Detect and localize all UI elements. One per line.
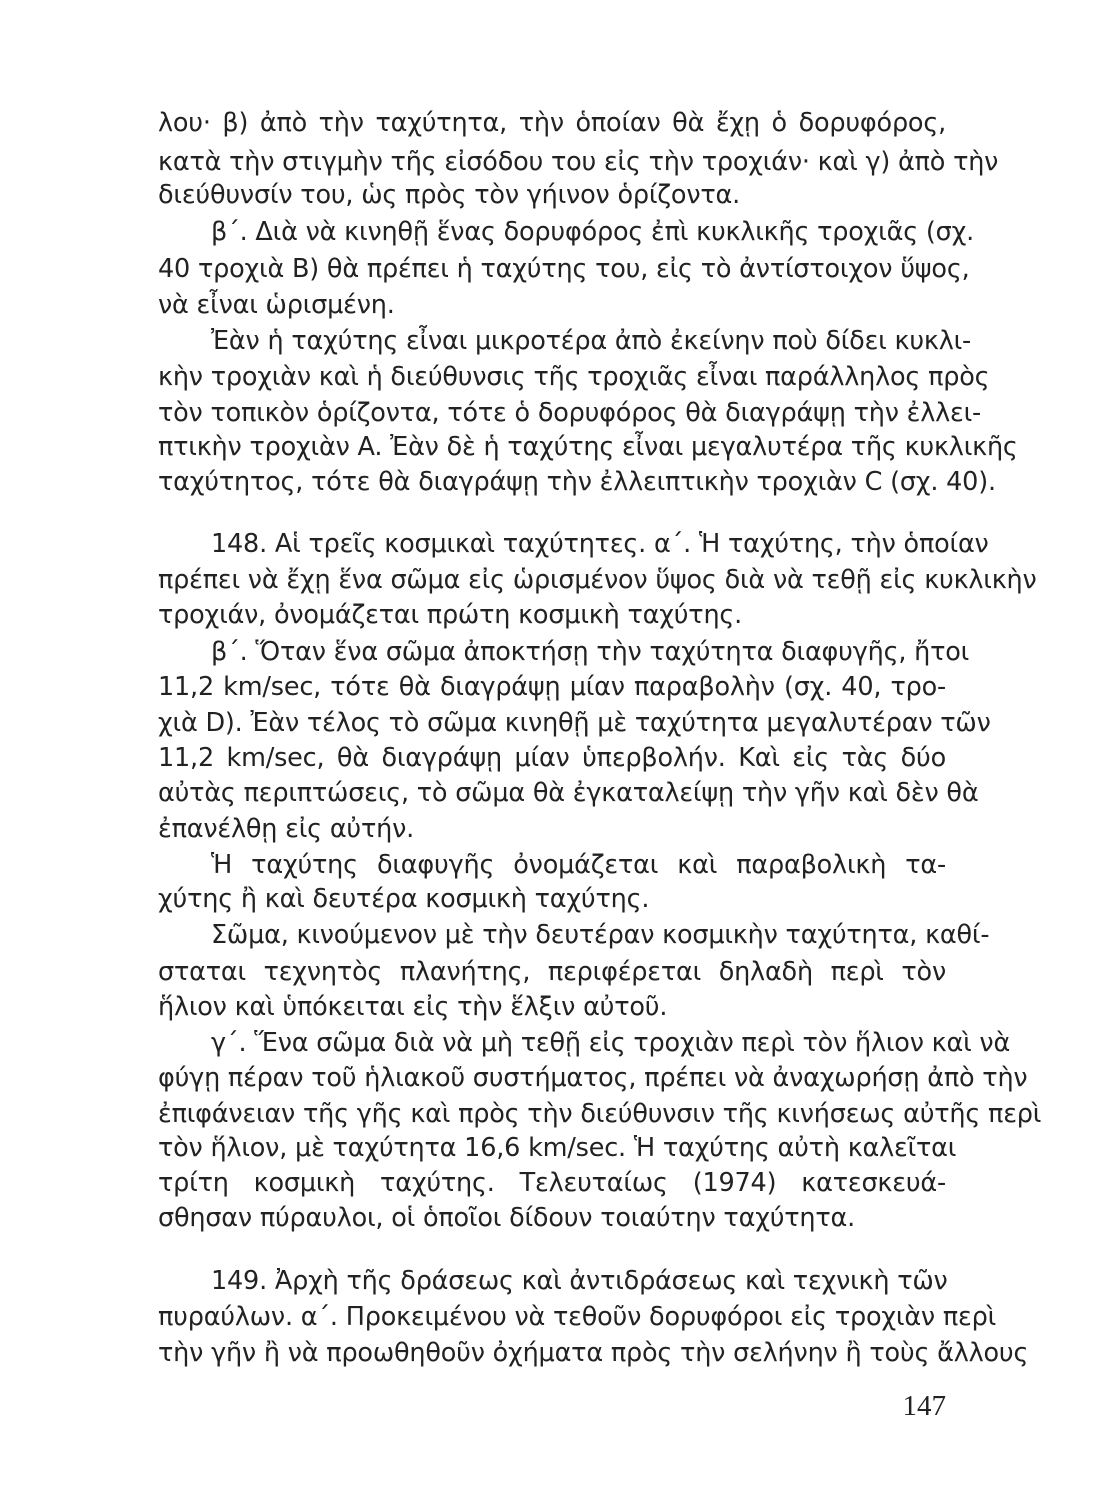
text-line: αὐτὰς περιπτώσεις, τὸ σῶμα θὰ ἐγκαταλείψῃ τὴν γῆν καὶ δὲν θὰ	[158, 778, 979, 808]
text-line: τροχιάν, ὀνομάζεται πρώτη κοσμικὴ ταχύτης.	[158, 600, 743, 630]
text-line: τὸν ἥλιον, μὲ ταχύτητα 16,6 km/sec. Ἡ ταχύτης αὐτὴ καλεῖται	[158, 1133, 957, 1163]
text-line: φύγῃ πέραν τοῦ ἡλιακοῦ συστήματος, πρέπει νὰ ἀναχωρήσῃ ἀπὸ τὴν	[158, 1063, 1028, 1093]
text-line: ἐπιφάνειαν τῆς γῆς καὶ πρὸς τὴν διεύθυνσιν τῆς κινήσεως αὐτῆς περὶ	[158, 1099, 1042, 1129]
text-line: κατὰ τὴν στιγμὴν τῆς εἰσόδου του εἰς τὴν τροχιάν· καὶ γ) ἀπὸ τὴν	[158, 147, 999, 177]
text-line: 11,2 km/sec, θὰ διαγράψῃ μίαν ὑπερβολήν. Καὶ εἰς τὰς δύο	[158, 743, 946, 773]
text-line: χύτης ἢ καὶ δευτέρα κοσμικὴ ταχύτης.	[158, 884, 650, 914]
text-line: πυραύλων. α΄. Προκειμένου νὰ τεθοῦν δορυφόροι εἰς τροχιὰν περὶ	[158, 1302, 997, 1332]
text-line: Σῶμα, κινούμενον μὲ τὴν δευτέραν κοσμικὴν ταχύτητα, καθί-	[211, 920, 990, 950]
text-line: 11,2 km/sec, τότε θὰ διαγράψῃ μίαν παραβολὴν (σχ. 40, τρο-	[158, 672, 946, 702]
text-line: τὸν τοπικὸν ὁρίζοντα, τότε ὁ δορυφόρος θὰ διαγράψῃ τὴν ἐλλει-	[158, 398, 982, 428]
text-line: ταχύτητος, τότε θὰ διαγράψῃ τὴν ἐλλειπτικὴν τροχιὰν C (σχ. 40).	[158, 467, 996, 497]
text-line: νὰ εἶναι ὡρισμένη.	[158, 290, 395, 320]
text-line: σταται τεχνητὸς πλανήτης, περιφέρεται δηλαδὴ περὶ τὸν	[158, 957, 946, 987]
text-line: β΄. Ὅταν ἕνα σῶμα ἀποκτήσῃ τὴν ταχύτητα διαφυγῆς, ἤτοι	[211, 637, 970, 667]
text-line: σθησαν πύραυλοι, οἱ ὁποῖοι δίδουν τοιαύτην ταχύτητα.	[158, 1203, 856, 1233]
section-148-heading-line: 148. Αἱ τρεῖς κοσμικαὶ ταχύτητες. α΄. Ἡ ταχύτης, τὴν ὁποίαν	[211, 529, 989, 559]
text-line: ἐπανέλθῃ εἰς αὐτήν.	[158, 814, 415, 844]
text-line: διεύθυνσίν του, ὡς πρὸς τὸν γήινον ὁρίζοντα.	[158, 180, 741, 210]
text-line: κὴν τροχιὰν καὶ ἡ διεύθυνσις τῆς τροχιᾶς εἶναι παράλληλος πρὸς	[158, 362, 990, 392]
text-line: τὴν γῆν ἢ νὰ προωθηθοῦν ὀχήματα πρὸς τὴν σελήνην ἢ τοὺς ἄλλους	[158, 1338, 1029, 1368]
text-line: Ἐὰν ἡ ταχύτης εἶναι μικροτέρα ἀπὸ ἐκείνην ποὺ δίδει κυκλι-	[211, 326, 972, 356]
page-number: 147	[902, 1390, 946, 1422]
text-line: τρίτη κοσμικὴ ταχύτης. Τελευταίως (1974) κατεσκευά-	[158, 1168, 946, 1198]
text-line: Ἡ ταχύτης διαφυγῆς ὀνομάζεται καὶ παραβολικὴ τα-	[211, 850, 946, 880]
text-line: χιὰ D). Ἐὰν τέλος τὸ σῶμα κινηθῇ μὲ ταχύτητα μεγαλυτέραν τῶν	[158, 708, 991, 738]
text-line: πρέπει νὰ ἔχῃ ἕνα σῶμα εἰς ὡρισμένον ὕψος διὰ νὰ τεθῇ εἰς κυκλικὴν	[158, 565, 1037, 595]
text-line: ἥλιον καὶ ὑπόκειται εἰς τὴν ἕλξιν αὐτοῦ.	[158, 992, 668, 1022]
text-line: πτικὴν τροχιὰν A. Ἐὰν δὲ ἡ ταχύτης εἶναι μεγαλυτέρα τῆς κυκλικῆς	[158, 432, 1018, 462]
section-149-heading-line: 149. Ἀρχὴ τῆς δράσεως καὶ ἀντιδράσεως καὶ τεχνικὴ τῶν	[211, 1266, 948, 1296]
text-line: 40 τροχιὰ B) θὰ πρέπει ἡ ταχύτης του, εἰς τὸ ἀντίστοιχον ὕψος,	[158, 254, 970, 284]
text-line: γ΄. Ἕνα σῶμα διὰ νὰ μὴ τεθῇ εἰς τροχιὰν περὶ τὸν ἥλιον καὶ νὰ	[211, 1028, 1011, 1058]
text-line: β΄. Διὰ νὰ κινηθῇ ἕνας δορυφόρος ἐπὶ κυκλικῆς τροχιᾶς (σχ.	[211, 217, 975, 247]
text-line: λου· β) ἀπὸ τὴν ταχύτητα, τὴν ὁποίαν θὰ ἔχῃ ὁ δορυφόρος,	[158, 108, 946, 138]
